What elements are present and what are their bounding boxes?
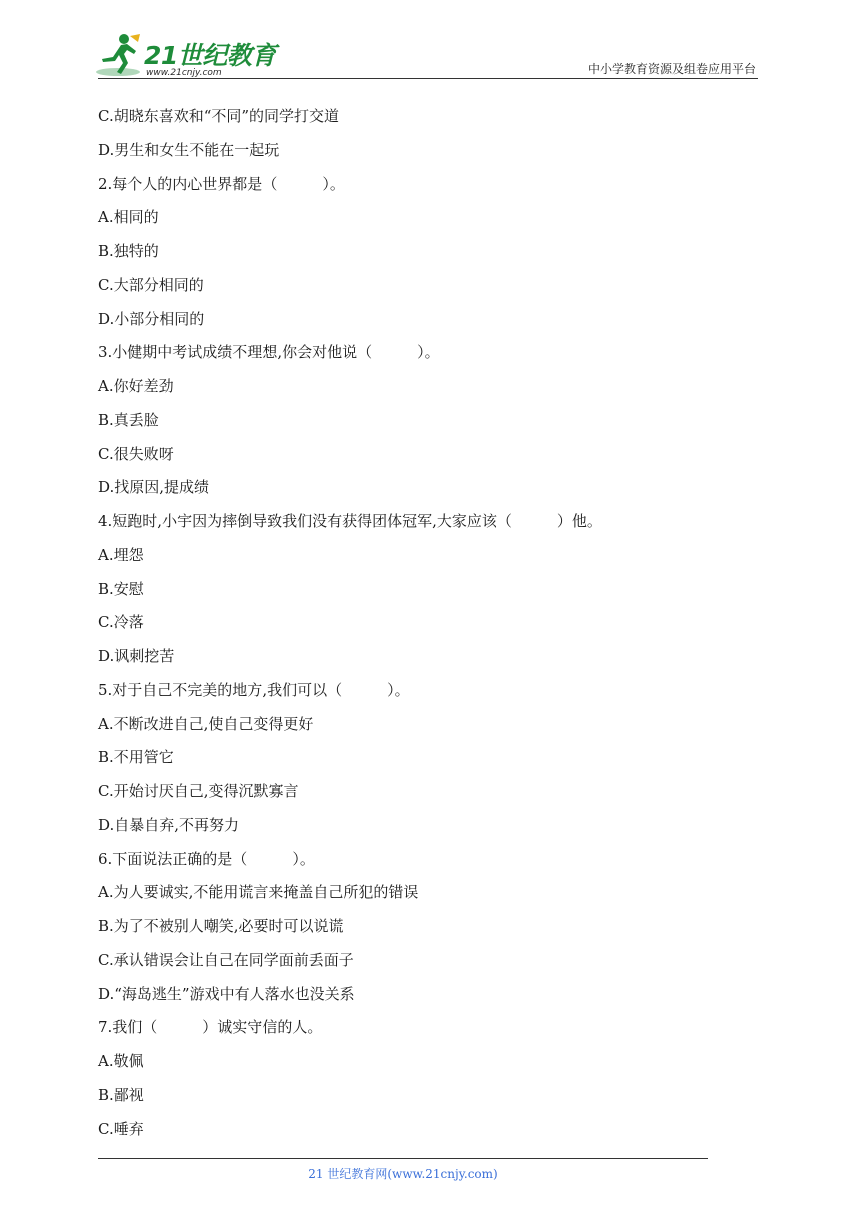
header-divider xyxy=(98,78,758,79)
option-line: C.冷落 xyxy=(98,613,144,632)
footer-link[interactable]: 21 世纪教育网(www.21cnjy.com) xyxy=(308,1167,498,1181)
option-line: C.承认错误会让自己在同学面前丢面子 xyxy=(98,950,354,969)
question-stem: 3.小健期中考试成绩不理想,你会对他说（ ）。 xyxy=(98,343,440,362)
question-stem: 5.对于自己不完美的地方,我们可以（ ）。 xyxy=(98,680,410,699)
option-line: D.小部分相同的 xyxy=(98,309,205,328)
option-line: C.开始讨厌自己,变得沉默寡言 xyxy=(98,782,299,800)
logo-url: www.21cnjy.com xyxy=(146,68,222,78)
logo-text: 21世纪教育 xyxy=(144,41,276,70)
question-stem: 7.我们（ ）诚实守信的人。 xyxy=(98,1018,323,1037)
option-line: A.不断改进自己,使自己变得更好 xyxy=(98,714,314,733)
option-line: D.“海岛逃生”游戏中有人落水也没关系 xyxy=(98,984,355,1003)
option-line: B.安慰 xyxy=(98,579,144,598)
question-list xyxy=(98,100,778,1146)
runner-logo-icon xyxy=(94,32,144,78)
option-line: A.相同的 xyxy=(98,208,159,227)
option-line: A.你好差劲 xyxy=(98,377,174,395)
option-line: C.很失败呀 xyxy=(98,444,174,463)
option-line: B.鄙视 xyxy=(98,1085,144,1104)
option-line: A.埋怨 xyxy=(98,545,144,564)
option-line: B.独特的 xyxy=(98,242,159,260)
question-stem: 6.下面说法正确的是（ ）。 xyxy=(98,849,315,868)
option-line: B.为了不被别人嘲笑,必要时可以说谎 xyxy=(98,917,344,935)
text-line: D.男生和女生不能在一起玩 xyxy=(98,140,280,159)
option-line: A.为人要诚实,不能用谎言来掩盖自己所犯的错误 xyxy=(98,883,419,902)
question-stem: 4.短跑时,小宇因为摔倒导致我们没有获得团体冠军,大家应该（ ）他。 xyxy=(98,512,602,530)
option-line: D.自暴自弃,不再努力 xyxy=(98,815,240,834)
option-line: C.唾弃 xyxy=(98,1119,144,1138)
option-line: A.敬佩 xyxy=(98,1052,144,1070)
footer-divider xyxy=(98,1158,708,1159)
question-stem: 2.每个人的内心世界都是（ ）。 xyxy=(98,174,345,193)
option-line: D.讽刺挖苦 xyxy=(98,647,175,665)
option-line: B.不用管它 xyxy=(98,748,174,767)
page-header xyxy=(0,0,860,90)
site-logo[interactable] xyxy=(94,32,276,82)
option-line: C.大部分相同的 xyxy=(98,275,204,294)
platform-tagline: 中小学教育资源及组卷应用平台 xyxy=(587,62,756,76)
text-line: C.胡晓东喜欢和“不同”的同学打交道 xyxy=(98,107,340,125)
option-line: B.真丢脸 xyxy=(98,410,159,429)
option-line: D.找原因,提成绩 xyxy=(98,478,210,497)
